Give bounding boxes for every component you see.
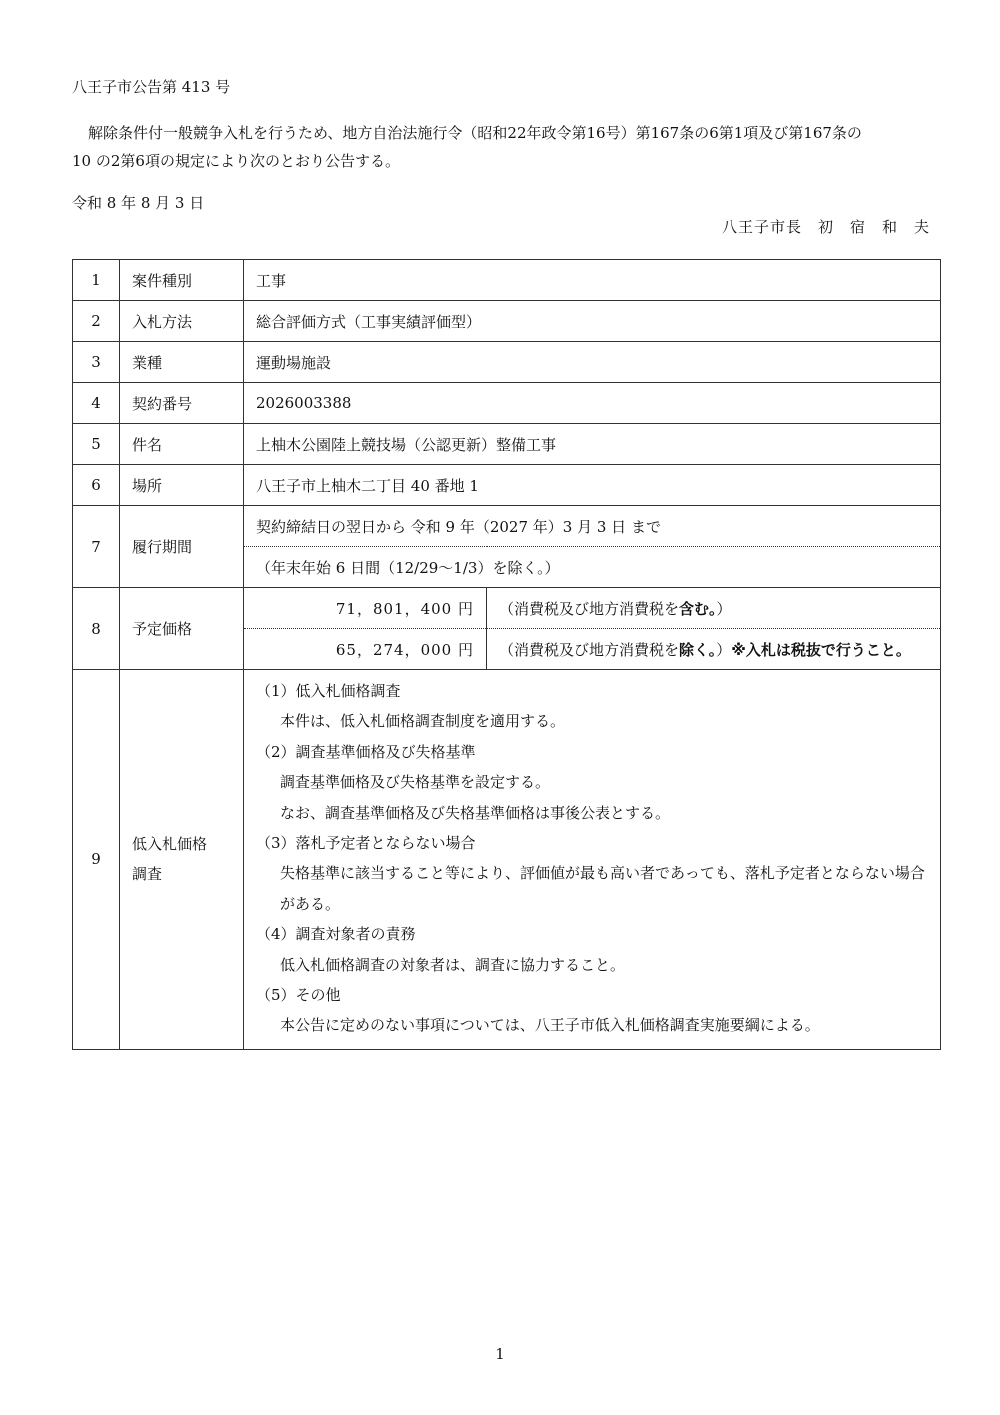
- price-incl-amount: 71，801，400 円: [244, 588, 487, 629]
- survey-text-5: 本公告に定めのない事項については、八王子市低入札価格調査実施要綱による。: [280, 1016, 820, 1035]
- row-number: 7: [73, 506, 120, 588]
- row-label: 場所: [120, 465, 244, 506]
- row-label: 業種: [120, 342, 244, 383]
- note-emphasis: 除く。: [679, 640, 717, 659]
- row-number: 8: [73, 588, 120, 670]
- note-text: （消費税及び地方消費税を: [499, 599, 680, 618]
- mayor-signature: 八王子市長 初 宿 和 夫: [721, 218, 930, 236]
- row-number: 1: [73, 260, 120, 301]
- survey-details: [244, 670, 941, 1050]
- notice-number: 八王子市公告第 413 号: [72, 78, 231, 96]
- price-excl-note: [487, 629, 941, 670]
- period-line-1: 契約締結日の翌日から 令和 9 年（2027 年）3 月 3 日 まで: [244, 506, 941, 547]
- row-label: 入札方法: [120, 301, 244, 342]
- survey-text-2a: 調査基準価格及び失格基準を設定する。: [280, 773, 551, 792]
- price-excl-amount: 65，274，000 円: [244, 629, 487, 670]
- row-label: 予定価格: [120, 588, 244, 670]
- row-number: 5: [73, 424, 120, 465]
- row-number: 4: [73, 383, 120, 424]
- survey-heading-1: （1）低入札価格調査: [256, 682, 401, 700]
- row-number: 2: [73, 301, 120, 342]
- row-label: 案件種別: [120, 260, 244, 301]
- table-row-price: [73, 588, 941, 629]
- row-value: 総合評価方式（工事実績評価型）: [244, 301, 941, 342]
- note-text: （消費税及び地方消費税を: [499, 640, 680, 659]
- row-number: 3: [73, 342, 120, 383]
- row-label: 契約番号: [120, 383, 244, 424]
- row-label: [120, 670, 244, 1050]
- table-row-period: [73, 506, 941, 547]
- label-line: 低入札価格: [132, 835, 208, 854]
- label-line: 調査: [132, 865, 163, 884]
- spec-table: [72, 259, 941, 1050]
- table-row: [73, 342, 941, 383]
- page-number: 1: [495, 1345, 505, 1363]
- row-label: 件名: [120, 424, 244, 465]
- intro-line-1: 解除条件付一般競争入札を行うため、地方自治法施行令（昭和22年政令第16号）第167条の6第1項及び第167条の: [88, 124, 862, 142]
- note-emphasis: ※入札は税抜で行うこと。: [731, 640, 911, 659]
- table-row: [73, 260, 941, 301]
- row-number: 6: [73, 465, 120, 506]
- survey-heading-2: （2）調査基準価格及び失格基準: [256, 742, 476, 761]
- note-text: ）: [716, 599, 732, 618]
- price-incl-note: [487, 588, 941, 629]
- row-value: 上柚木公園陸上競技場（公認更新）整備工事: [244, 424, 941, 465]
- table-row: [73, 465, 941, 506]
- table-row-survey: [73, 670, 941, 1050]
- survey-heading-3: （3）落札予定者とならない場合: [256, 834, 476, 853]
- table-row: [73, 424, 941, 465]
- note-text: ）: [716, 640, 732, 659]
- table-row: [73, 383, 941, 424]
- survey-text-1: 本件は、低入札価格調査制度を適用する。: [280, 712, 566, 731]
- row-number: 9: [73, 670, 120, 1050]
- row-label: 履行期間: [120, 506, 244, 588]
- survey-text-4: 低入札価格調査の対象者は、調査に協力すること。: [280, 955, 626, 974]
- survey-text-3: 失格基準に該当すること等により、評価値が最も高い者であっても、落札予定者とならない場合がある。: [280, 864, 925, 913]
- table-row: [73, 301, 941, 342]
- intro-line-2: 10 の2第6項の規定により次のとおり公告する。: [72, 152, 400, 170]
- survey-heading-5: （5）その他: [256, 986, 341, 1005]
- row-value: 運動場施設: [244, 342, 941, 383]
- row-value: 八王子市上柚木二丁目 40 番地 1: [244, 465, 941, 506]
- period-line-2: （年末年始 6 日間（12/29～1/3）を除く。）: [244, 547, 941, 588]
- note-emphasis: 含む。: [679, 599, 717, 618]
- survey-text-2b: なお、調査基準価格及び失格基準価格は事後公表とする。: [280, 803, 671, 822]
- row-value: 工事: [244, 260, 941, 301]
- row-value: 2026003388: [244, 383, 941, 424]
- notice-date: 令和 8 年 8 月 3 日: [72, 194, 205, 212]
- survey-heading-4: （4）調査対象者の責務: [256, 925, 416, 944]
